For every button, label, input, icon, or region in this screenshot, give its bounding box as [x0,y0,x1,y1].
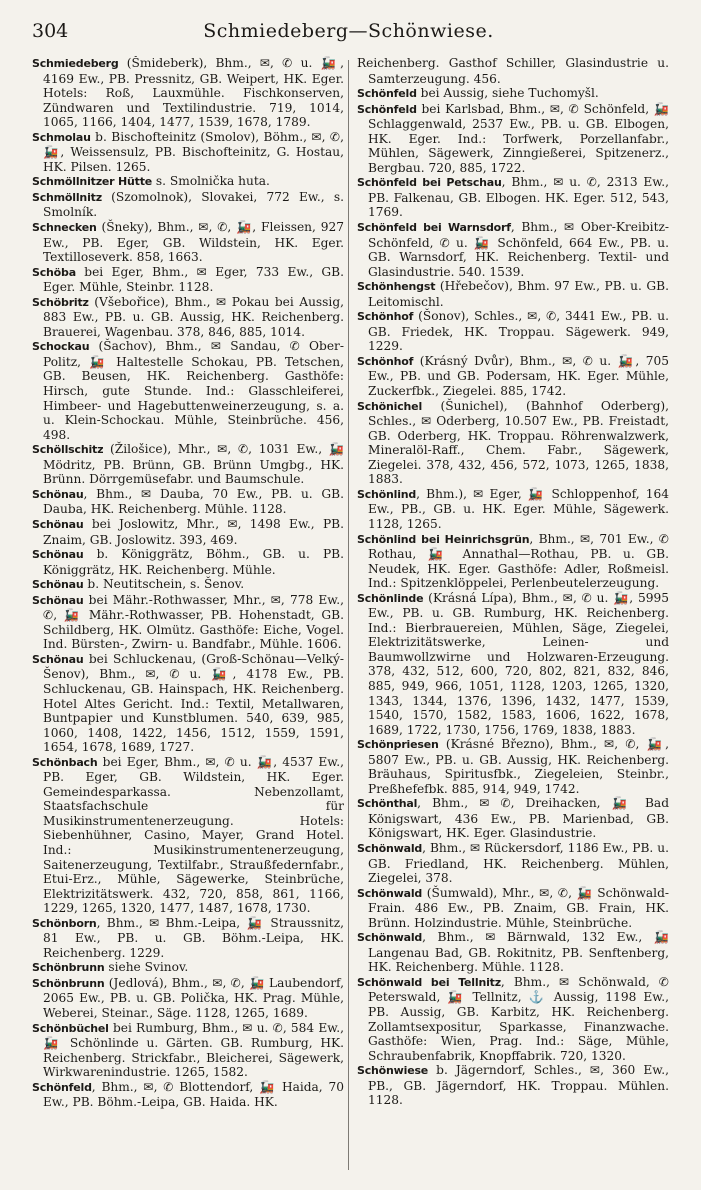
entry-headword: Schönhengst [357,280,436,294]
gazetteer-entry [32,1080,344,1110]
gazetteer-entry [357,56,669,86]
entry-text: Reichenberg. Gasthof Schiller, Glasindustrie u. Samterzeugung. 456. [357,56,669,86]
gazetteer-entry [32,220,344,265]
gazetteer-entry [357,102,669,176]
entry-headword: Schockau [32,340,90,354]
entry-headword: Schönau [32,578,84,592]
gazetteer-entry [357,1063,669,1108]
entry-text: , Bhm., ✉ ✆, Dreihacken, 🚂 Bad Königswart, 436 Ew., PB. Marienbad, GB. Königswart, HK. Eger. Glasindustrie. [368,796,669,841]
entry-headword: Schmolau [32,130,91,144]
entry-text: s. Smolnička huta. [152,174,270,189]
gazetteer-entry [357,591,669,737]
entry-text: (Všebořice), Bhm., ✉ Pokau bei Aussig, 883 Ew., PB. u. GB. Aussig, HK. Reichenberg. Brauerei, Wagenbau. 378, 846, 885, 1014. [43,294,344,339]
entry-headword: Schöllschitz [32,443,104,457]
entry-text: (Krásný Dvůr), Bhm., ✉, ✆ u. 🚂, 705 Ew., PB. und GB. Podersam, HK. Eger. Mühle, Zuckerfbk., Ziegelei. 885, 1742. [368,353,669,399]
entry-text: (Hřebečov), Bhm. 97 Ew., PB. u. GB. Leitomischl. [368,279,669,309]
entry-headword: Schöba [32,265,76,279]
entry-headword: Schönau [32,548,84,562]
entry-text: (Šonov), Schles., ✉, ✆, 3441 Ew., PB. u. GB. Friedek, HK. Troppau. Sägewerk. 949, 1229. [368,309,669,354]
gazetteer-entry [357,737,669,796]
gazetteer-entry [32,295,344,340]
gazetteer-entry [32,265,344,295]
gazetteer-entry [357,86,669,102]
gazetteer-entry [32,593,344,652]
entry-headword: Schönau [32,593,84,607]
gazetteer-entry [357,975,669,1063]
gazetteer-entry [32,577,344,593]
entry-headword: Schönlind [357,487,417,501]
gazetteer-entry [32,1021,344,1080]
entry-headword: Schönwald [357,841,423,855]
gazetteer-entry [32,339,344,442]
entry-text: (Krásné Březno), Bhm., ✉, ✆, 🚂, 5807 Ew., PB. u. GB. Aussig, HK. Reichenberg. Bräuhaus, Spiritusfbk., Ziegeleien, Steinbr., Preßhefefbk. 885, 914, 949, 1742. [368,737,669,796]
entry-text: (Šumwald), Mhr., ✉, ✆, 🚂 Schönwald-Frain. 486 Ew., PB. Znaim, GB. Frain, HK. Brünn. Holzindustrie. Mühle, Steinbrüche. [368,885,669,930]
entry-text: (Šachov), Bhm., ✉ Sandau, ✆ Ober-Politz, 🚂 Haltestelle Schokau, PB. Tetschen, GB. Beusen, HK. Reichenberg. Gasthöfe: Hirsch, gute Stunde. Ind.: Glasschleiferei, Himbeer- und Hagebuttenweinerzeugung, s. a. u. Klein-Schockau. Mühle, Steinbrüche. 456, 498. [43,339,344,442]
entry-text: (Žilošice), Mhr., ✉, ✆, 1031 Ew., 🚂 Mödritz, PB. Brünn, GB. Brünn Umgbg., HK. Brünn. Dörrgemüsefabr. und Baumschule. [43,442,344,487]
entry-text: bei Eger, Bhm., ✉ Eger, 733 Ew., GB. Eger. Mühle, Steinbr. 1128. [43,264,344,295]
entry-text: bei Mähr.-Rothwasser, Mhr., ✉, 778 Ew., ✆, 🚂 Mähr.-Rothwasser, PB. Hohenstadt, GB. Schildberg, HK. Olmütz. Gasthöfe: Eiche, Vogel. Ind. Bürsten-, Zwirn- u. Bandfabr., Mühle. 1606. [43,592,344,652]
entry-text: bei Eger, Bhm., ✉, ✆ u. 🚂, 4537 Ew., PB. Eger, GB. Wildstein, HK. Eger. Gemeindesparkassa. Nebenzollamt, Staatsfachschule für Musikinstrumentenerzeugung. Hotels: Siebenhühner, Casino, Mayer, Grand Hotel. Ind.: Musikinstrumentenerzeugung, Saitenerzeugung, Textilfabr., Straußfedernfabr., Etui-Erz., Mühle, Sägewerke, Steinbrüche, Elektrizitätswerk. 432, 720, 858, 861, 1166, 1229, 1265, 1320, 1477, 1487, 1678, 1730. [43,754,344,916]
gazetteer-entry [32,976,344,1021]
entry-text: , Bhm., ✉ Dauba, 70 Ew., PB. u. GB. Dauba, HK. Reichenberg. Mühle. 1128. [43,486,344,517]
entry-text: , Bhm., ✉, ✆ Blottendorf, 🚂 Haida, 70 Ew., PB. Böhm.-Leipa, GB. Haida. HK. [43,1079,344,1110]
gazetteer-entry [357,487,669,532]
entry-headword: Schönfeld bei Warnsdorf [357,221,511,235]
entry-headword: Schönau [32,517,84,531]
entry-headword: Schmiedeberg [32,57,119,70]
right-column [357,56,669,1176]
entry-text: , Bhm., ✉ Ober-Kreibitz-Schönfeld, ✆ u. 🚂 Schönfeld, 664 Ew., PB. u. GB. Warnsdorf, HK. Reichenberg. Textil- und Glasindustrie. 540. 1539. [368,220,669,279]
entry-text: , Bhm., ✉, 701 Ew., ✆ Rothau, 🚂 Annathal—Rothau, PB. u. GB. Neudek, HK. Eger. Gasthöfe: Adler, Roßmeisl. Ind.: Spitzenklöppelei, Perlenbeutelerzeugung. [368,531,669,591]
entry-text: bei Schluckenau, (Groß-Schönau—Velký-Šenov), Bhm., ✉, ✆ u. 🚂, 4178 Ew., PB. Schluckenau, GB. Hainspach, HK. Reichenberg. Hotel Altes Gericht. Ind.: Textil, Metallwaren, Buntpapier und Kunstblumen. 540, 639, 985, 1060, 1408, 1422, 1456, 1512, 1559, 1591, 1654, 1678, 1689, 1727. [43,651,344,755]
entry-headword: Schönichel [357,399,423,413]
entry-headword: Schönhof [357,354,414,368]
entry-headword: Schönhof [357,310,414,324]
gazetteer-entry [32,960,344,976]
entry-headword: Schmöllnitzer Hütte [32,175,153,189]
gazetteer-entry [357,354,669,399]
gazetteer-entry [32,517,344,547]
gazetteer-entry [32,547,344,577]
gazetteer-entry [357,930,669,975]
gazetteer-entry [357,220,669,279]
gazetteer-entry [357,886,669,931]
entry-headword: Schönfeld [32,1080,92,1094]
gazetteer-entry [32,442,344,487]
gazetteer-entry [357,532,669,591]
entry-text: , Bhm., ✉ Schönwald, ✆ Peterswald, 🚂 Tellnitz, ⚓ Aussig, 1198 Ew., PB. Aussig, GB. Karbitz, HK. Reichenberg. Zollamtsexpositur, Sparkasse, Finanzwache. Gasthöfe: Wien, Prag. Ind.: Säge, Mühle, Schraubenfabrik, Knopffabrik. 720, 1320. [368,974,669,1063]
page-header [32,20,665,48]
gazetteer-entry [32,755,344,916]
entry-headword: Schönbrunn [32,976,105,990]
entry-text: (Šneky), Bhm., ✉, ✆, 🚂, Fleissen, 927 Ew., PB. Eger, GB. Wildstein, HK. Eger. Textilloseverk. 858, 1663. [43,220,344,265]
gazetteer-entry [357,796,669,841]
entry-text: , Bhm.), ✉ Eger, 🚂 Schloppenhof, 164 Ew., PB., GB. u. HK. Eger. Mühle, Sägewerk. 1128, 1265. [368,486,669,531]
entry-headword: Schönwald bei Tellnitz [357,975,501,989]
entry-headword: Schöbritz [32,295,89,309]
entry-text: (Szomolnok), Slovakei, 772 Ew., s. Smolník. [43,189,344,220]
entry-headword: Schönthal [357,797,418,811]
entry-text: , Bhm., ✉ Bhm.-Leipa, 🚂 Straussnitz, 81 Ew., PB. u. GB. Böhm.-Leipa, HK. Reichenberg. 1229. [43,915,344,960]
entry-headword: Schönfeld [357,87,417,101]
entry-text: siehe Svinov. [104,960,189,975]
entry-headword: Schönau [32,487,84,501]
entry-text: (Šunichel), (Bahnhof Oderberg), Schles., ✉ Oderberg, 10.507 Ew., PB. Freistadt, GB. Oderberg, HK. Troppau. Röhrenwalzwerk, Mineralöl-Raff., Chem. Fabr., Sägewerk, Ziegelei. 378, 432, 456, 572, 1073, 1265, 1838, 1883. [368,398,669,487]
entry-text: bei Aussig, siehe Tuchomyšl. [416,86,599,101]
entry-headword: Schönpriesen [357,738,439,752]
entry-headword: Schönlind bei Heinrichsgrün [357,532,530,546]
gazetteer-entry [32,174,344,190]
gazetteer-entry [357,841,669,886]
running-title: Schmiedeberg—Schönwiese. [203,20,494,42]
gazetteer-entry [357,279,669,309]
entry-headword: Schönwald [357,931,423,945]
entry-text: bei Joslowitz, Mhr., ✉, 1498 Ew., PB. Znaim, GB. Joslowitz. 393, 469. [43,516,344,547]
column-divider [348,60,349,1170]
entry-headword: Schnecken [32,221,97,235]
entry-text: , Bhm., ✉ u. ✆, 2313 Ew., PB. Falkenau, GB. Elbogen. HK. Eger. 512, 543, 1769. [368,175,669,220]
entry-text: b. Königgrätz, Böhm., GB. u. PB. Königgrätz, HK. Reichenberg. Mühle. [43,547,344,577]
entry-text: b. Jägerndorf, Schles., ✉, 360 Ew., PB., GB. Jägerndorf, HK. Troppau. Mühlen. 1128. [368,1063,669,1108]
entry-text: (Krásná Lípa), Bhm., ✉, ✆ u. 🚂, 5995 Ew., PB. u. GB. Rumburg, HK. Reichenberg. Ind.: Bierbrauereien, Mühlen, Säge, Ziegelei, Elektrizitätswerke, Leinen- und Baumwollzwirne und Holzwaren-Erzeugung. 378, 432, 512, 600, 720, 802, 821, 832, 846, 885, 949, 966, 1051, 1128, 1203, 1265, 1320, 1343, 1344, 1376, 1396, 1432, 1477, 1539, 1540, 1570, 1582, 1583, 1606, 1622, 1678, 1689, 1722, 1730, 1756, 1769, 1838, 1883. [368,590,669,737]
entry-headword: Schönwiese [357,1064,429,1078]
entry-headword: Schönborn [32,916,97,930]
entry-text: b. Neutitschein, s. Šenov. [83,577,245,592]
gazetteer-entry [32,130,344,175]
entry-headword: Schönau [32,652,84,666]
entry-headword: Schönbrunn [32,961,105,975]
entry-text: bei Karlsbad, Bhm., ✉, ✆ Schönfeld, 🚂 Schlaggenwald, 2537 Ew., PB. u. GB. Elbogen, HK. Eger. Ind.: Torfwerk, Porzellanfabr., Mühlen, Sägewerk, Zinngießerei, Spitzenerz., Bergbau. 720, 885, 1722. [368,101,669,175]
entry-text: , Bhm., ✉ Bärnwald, 132 Ew., 🚂 Langenau Bad, GB. Rokitnitz, PB. Senftenberg, HK. Reichenberg. Mühle. 1128. [368,930,669,975]
entry-text: , Bhm., ✉ Rückersdorf, 1186 Ew., PB. u. GB. Friedland, HK. Reichenberg. Mühlen, Ziegelei, 378. [368,840,669,886]
entry-text: bei Rumburg, Bhm., ✉ u. ✆, 584 Ew., 🚂 Schönlinde u. Gärten. GB. Rumburg, HK. Reichenberg. Strickfabr., Bleicherei, Sägewerk, Wirkwarenindustrie. 1265, 1582. [43,1020,344,1080]
gazetteer-entry [357,309,669,354]
entry-text: b. Bischofteinitz (Smolov), Böhm., ✉, ✆, 🚂, Weissensulz, PB. Bischofteinitz, G. Hostau, HK. Pilsen. 1265. [43,129,344,174]
entry-headword: Schönlinde [357,591,424,605]
entry-headword: Schönwald [357,886,423,900]
entry-headword: Schmöllnitz [32,190,102,204]
gazetteer-entry [32,56,344,130]
entry-headword: Schönbach [32,755,98,769]
entry-text: (Šmideberk), Bhm., ✉, ✆ u. 🚂, 4169 Ew., PB. Pressnitz, GB. Weipert, HK. Eger. Hotels: Roß, Lauxmühle. Fischkonserven, Zündwaren und Textilindustrie. 719, 1014, 1065, 1166, 1404, 1477, 1539, 1678, 1789. [43,56,344,130]
page-number: 304 [32,20,69,42]
entry-headword: Schönfeld bei Petschau [357,176,502,190]
gazetteer-entry [357,399,669,487]
gazetteer-entry [357,175,669,220]
entry-headword: Schönfeld [357,102,417,116]
gazetteer-entry [32,916,344,961]
entry-headword: Schönbüchel [32,1021,109,1035]
gazetteer-entry [32,652,344,755]
entry-text: (Jedlová), Bhm., ✉, ✆, 🚂 Laubendorf, 2065 Ew., PB. u. GB. Polička, HK. Prag. Mühle, Weberei, Steinar., Säge. 1128, 1265, 1689. [43,975,344,1020]
left-column [32,56,344,1176]
gazetteer-entry [32,487,344,517]
gazetteer-entry [32,190,344,220]
